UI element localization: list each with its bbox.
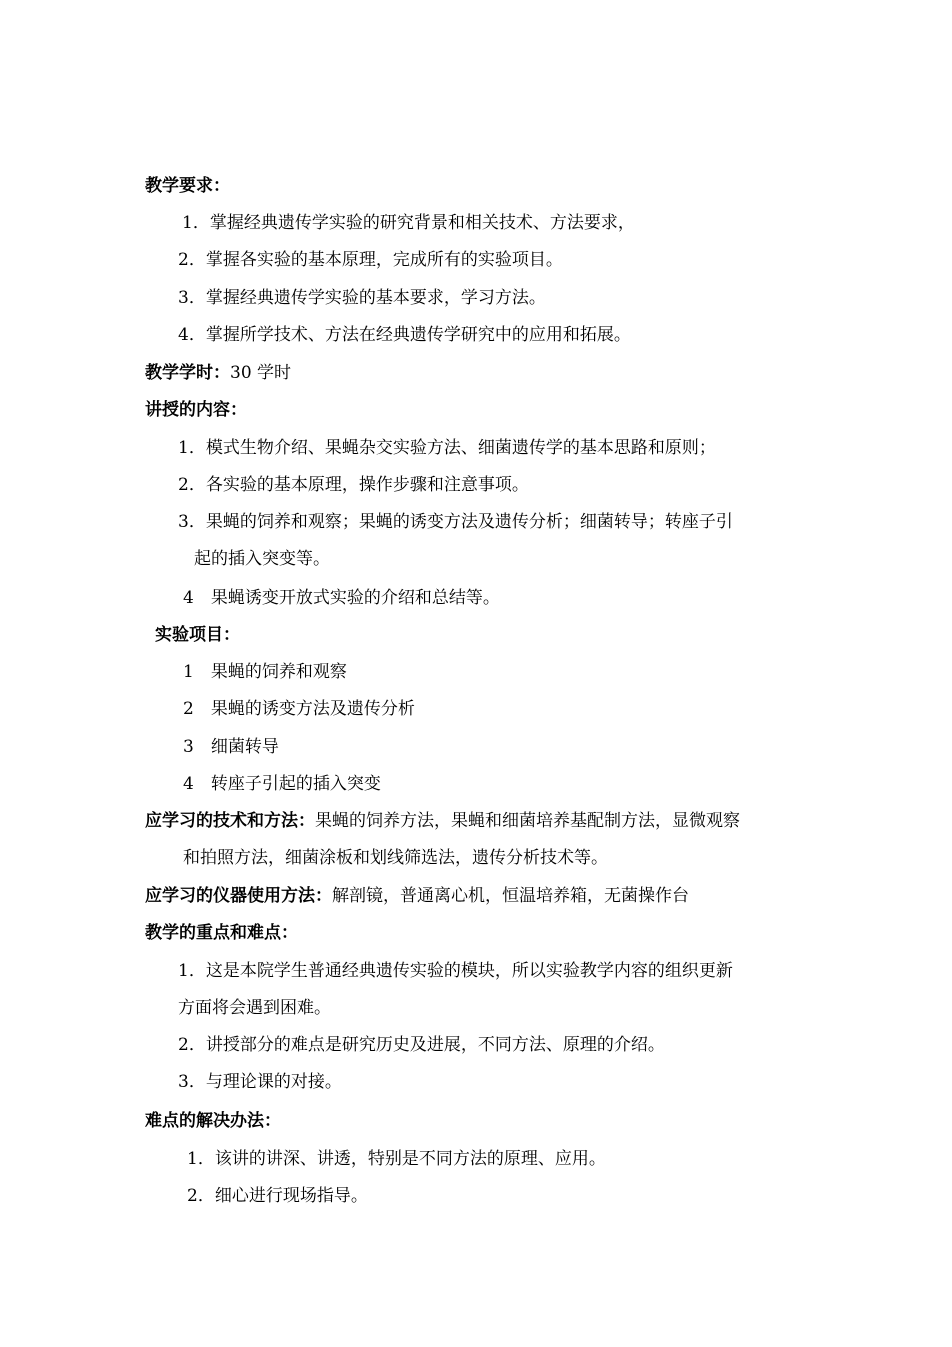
key-points-heading: 教学的重点和难点： [145,923,298,943]
content-item-continuation: 起的插入突变等。 [194,549,330,569]
techniques-heading: 应学习的技术和方法： [145,811,315,831]
content-heading: 讲授的内容： [145,400,247,420]
hours-line [145,362,291,384]
instruments-text: 解剖镜，普通离心机，恒温培养箱，无菌操作台 [332,886,689,906]
requirements-item: 2．掌握各实验的基本原理，完成所有的实验项目。 [178,250,563,270]
solutions-item: 1．该讲的讲深、讲透，特别是不同方法的原理、应用。 [187,1149,606,1169]
content-item: 3．果蝇的饲养和观察；果蝇的诱变方法及遗传分析；细菌转导；转座子引 [178,512,733,532]
key-points-item: 1．这是本院学生普通经典遗传实验的模块，所以实验教学内容的组织更新 [178,961,733,981]
project-item: 4 转座子引起的插入突变 [183,774,381,794]
content-item: 2．各实验的基本原理，操作步骤和注意事项。 [178,475,529,495]
techniques-text: 果蝇的饲养方法，果蝇和细菌培养基配制方法，显微观察 [315,811,740,831]
instruments-line [145,885,689,907]
solutions-heading: 难点的解决办法： [145,1111,281,1131]
techniques-line [145,810,740,832]
project-item: 2 果蝇的诱变方法及遗传分析 [183,699,415,719]
instruments-heading: 应学习的仪器使用方法： [145,886,332,906]
requirements-heading: 教学要求： [145,176,230,196]
techniques-continuation: 和拍照方法，细菌涂板和划线筛选法，遗传分析技术等。 [183,848,608,868]
requirements-item: 4．掌握所学技术、方法在经典遗传学研究中的应用和拓展。 [178,325,631,345]
projects-heading: 实验项目： [155,625,240,645]
key-points-item: 2．讲授部分的难点是研究历史及进展，不同方法、原理的介绍。 [178,1035,665,1055]
content-item: 4 果蝇诱变开放式实验的介绍和总结等。 [183,588,500,608]
project-item: 1 果蝇的饲养和观察 [183,662,347,682]
solutions-item: 2．细心进行现场指导。 [187,1186,368,1206]
key-points-item: 3．与理论课的对接。 [178,1072,342,1092]
project-item: 3 细菌转导 [183,737,279,757]
hours-value: 30 学时 [230,363,292,383]
requirements-item: 1．掌握经典遗传学实验的研究背景和相关技术、方法要求， [182,213,635,233]
key-points-item-continuation: 方面将会遇到困难。 [178,998,331,1018]
requirements-item: 3．掌握经典遗传学实验的基本要求，学习方法。 [178,288,546,308]
content-item: 1．模式生物介绍、果蝇杂交实验方法、细菌遗传学的基本思路和原则； [178,438,716,458]
hours-heading: 教学学时： [145,363,230,383]
